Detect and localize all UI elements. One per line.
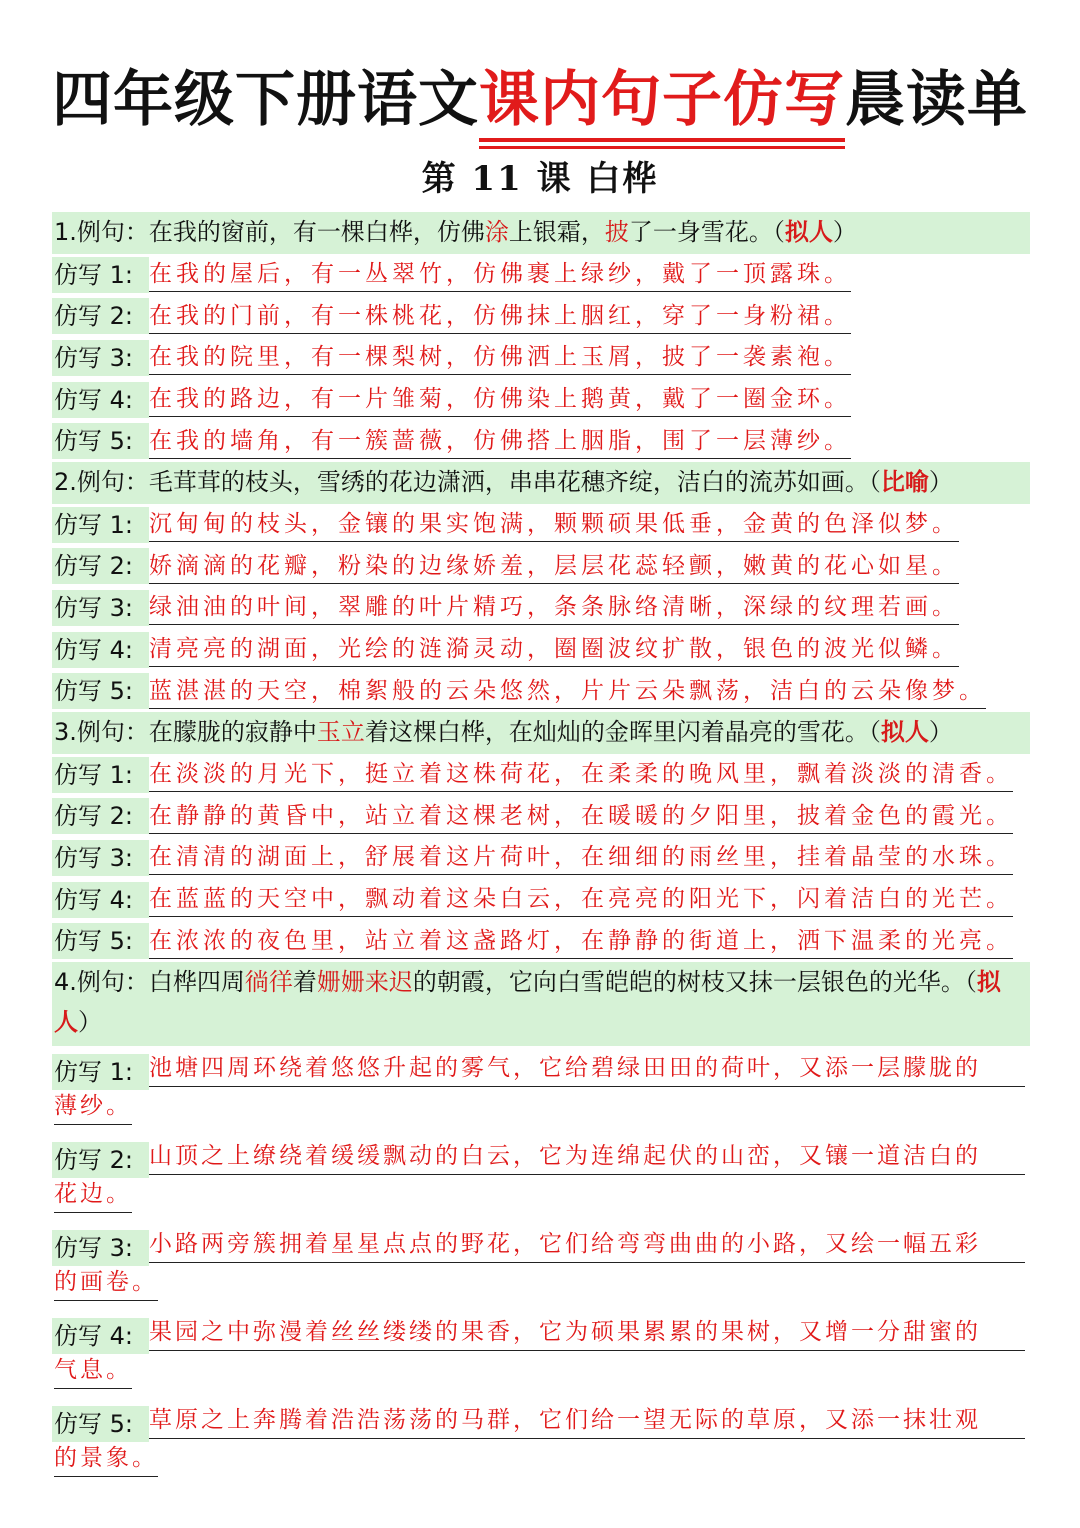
imitation-label: 仿写 3: <box>52 590 149 626</box>
imitation-text: 在淡淡的月光下，挺立着这株荷花，在柔柔的晚风里，飘着淡淡的清香。 <box>149 757 1013 792</box>
imitation-text: 在静静的黄昏中，站立着这棵老树，在暖暖的夕阳里，披着金色的霞光。 <box>149 799 1013 834</box>
highlighted-word: 姗姗来迟 <box>316 967 413 996</box>
imitation-row <box>52 546 1032 588</box>
rhetoric-tag: 拟人 <box>784 218 833 246</box>
imitation-text: 在我的墙角，有一簇蔷薇，仿佛搭上胭脂，围了一层薄纱。 <box>149 424 851 459</box>
imitation-row <box>52 504 1032 546</box>
imitation-row <box>52 254 1032 296</box>
imitation-label: 仿写 2: <box>52 798 149 834</box>
imitation-text: 在我的屋后，有一丛翠竹，仿佛裹上绿纱，戴了一顶露珠。 <box>149 257 851 292</box>
imitation-text: 沉甸甸的枝头，金镶的果实饱满，颗颗硕果低垂，金黄的色泽似梦。 <box>149 507 959 542</box>
imitation-row <box>52 1398 1032 1486</box>
imitation-text: 在我的门前，有一株桃花，仿佛抹上胭红，穿了一身粉裙。 <box>149 299 851 334</box>
imitation-label: 仿写 1: <box>52 1054 149 1090</box>
imitation-text-line-2: 花边。 <box>54 1176 132 1213</box>
highlighted-word: 披 <box>604 218 629 246</box>
example-text: 了一身雪花。（ <box>628 218 785 246</box>
imitation-label: 仿写 2: <box>52 548 149 584</box>
imitation-label: 仿写 5: <box>52 1406 149 1442</box>
imitation-text: 在我的路边，有一片雏菊，仿佛染上鹅黄，戴了一圈金环。 <box>149 382 851 417</box>
imitation-label: 仿写 4: <box>52 632 149 668</box>
highlighted-word: 玉立 <box>316 717 365 746</box>
lesson-title: 第 11 课 白桦 <box>421 159 659 199</box>
example-text: 3.例句：在朦胧的寂静中 <box>54 717 317 746</box>
rhetoric-tag: 比喻 <box>880 467 929 496</box>
imitation-row <box>52 670 1032 712</box>
imitation-text: 清亮亮的湖面，光绘的涟漪灵动，圈圈波纹扩散，银色的波光似鳞。 <box>149 632 959 667</box>
example-text: 上银霜， <box>508 218 605 246</box>
example-text: 着这棵白桦，在灿灿的金晖里闪着晶亮的雪花。（ <box>364 717 881 746</box>
imitation-row <box>52 629 1032 671</box>
example-text: 着 <box>292 967 317 996</box>
example-sentence <box>52 462 1030 504</box>
imitation-label: 仿写 1: <box>52 507 149 543</box>
sections-container <box>52 212 1032 1486</box>
imitation-row <box>52 420 1032 462</box>
imitation-row <box>52 920 1032 962</box>
example-text: 的朝霞，它向白雪皑皑的树枝又抹一层银色的光华。（ <box>412 967 977 996</box>
imitation-label: 仿写 3: <box>52 340 149 376</box>
example-sentence <box>52 962 1030 1046</box>
imitation-text-line-1: 池塘四周环绕着悠悠升起的雾气，它给碧绿田田的荷叶，又添一层朦胧的 <box>149 1050 1025 1087</box>
imitation-label: 仿写 3: <box>52 1230 149 1266</box>
imitation-text: 蓝湛湛的天空，棉絮般的云朵悠然，片片云朵飘荡，洁白的云朵像梦。 <box>149 674 986 709</box>
imitation-row <box>52 837 1032 879</box>
imitation-text-line-2: 的景象。 <box>54 1440 158 1477</box>
imitation-text: 在蓝蓝的天空中，飘动着这朵白云，在亮亮的阳光下，闪着洁白的光芒。 <box>149 882 1013 917</box>
imitation-row <box>52 754 1032 796</box>
example-text: 4.例句：白桦四周 <box>54 967 245 996</box>
imitation-label: 仿写 3: <box>52 840 149 876</box>
imitation-label: 仿写 5: <box>52 673 149 709</box>
imitation-text: 在我的院里，有一棵梨树，仿佛洒上玉屑，披了一袭素袍。 <box>149 340 851 375</box>
imitation-row <box>52 337 1032 379</box>
example-section <box>52 212 1032 462</box>
example-text: ） <box>928 717 953 746</box>
imitation-text-line-2: 气息。 <box>54 1352 132 1389</box>
imitation-text-line-1: 草原之上奔腾着浩浩荡荡的马群，它们给一望无际的草原，又添一抹壮观 <box>149 1402 1025 1439</box>
imitation-text-line-1: 山顶之上缭绕着缓缓飘动的白云，它为连绵起伏的山峦，又镶一道洁白的 <box>149 1138 1025 1175</box>
imitation-label: 仿写 5: <box>52 423 149 459</box>
example-section <box>52 962 1032 1486</box>
imitation-row <box>52 879 1032 921</box>
example-section <box>52 462 1032 712</box>
imitation-label: 仿写 5: <box>52 923 149 959</box>
highlighted-word: 涂 <box>484 218 509 246</box>
rhetoric-tag: 拟人 <box>54 967 1001 1036</box>
imitation-text: 娇滴滴的花瓣，粉染的边缘娇羞，层层花蕊轻颤，嫩黄的花心如星。 <box>149 549 959 584</box>
imitation-row <box>52 1222 1032 1310</box>
example-section <box>52 712 1032 962</box>
title-part-1: 四年级下册语文 <box>52 65 479 135</box>
imitation-label: 仿写 2: <box>52 298 149 334</box>
imitation-text: 在清清的湖面上，舒展着这片荷叶，在细细的雨丝里，挂着晶莹的水珠。 <box>149 840 1013 875</box>
highlighted-word: 徜徉 <box>244 967 293 996</box>
example-sentence <box>52 212 1030 254</box>
imitation-row <box>52 1134 1032 1222</box>
imitation-row <box>52 587 1032 629</box>
imitation-text-line-2: 薄纱。 <box>54 1088 132 1125</box>
example-text: ） <box>928 467 953 496</box>
example-text: 2.例句：毛茸茸的枝头，雪绣的花边潇洒，串串花穗齐绽，洁白的流苏如画。（ <box>54 467 881 496</box>
imitation-label: 仿写 4: <box>52 1318 149 1354</box>
imitation-label: 仿写 4: <box>52 382 149 418</box>
example-text: ） <box>832 218 857 246</box>
imitation-label: 仿写 4: <box>52 882 149 918</box>
imitation-text-line-2: 的画卷。 <box>54 1264 158 1301</box>
imitation-label: 仿写 1: <box>52 257 149 293</box>
example-text: ） <box>78 1007 102 1036</box>
example-text: 1.例句：在我的窗前，有一棵白桦，仿佛 <box>54 218 485 246</box>
imitation-label: 仿写 1: <box>52 757 149 793</box>
imitation-row <box>52 1046 1032 1134</box>
imitation-row <box>52 379 1032 421</box>
page-title <box>0 62 1080 142</box>
title-part-3: 晨读单 <box>845 65 1028 135</box>
imitation-row <box>52 1310 1032 1398</box>
imitation-row <box>52 296 1032 338</box>
imitation-text-line-1: 果园之中弥漫着丝丝缕缕的果香，它为硕果累累的果树，又增一分甜蜜的 <box>149 1314 1025 1351</box>
imitation-text-line-1: 小路两旁簇拥着星星点点的野花，它们给弯弯曲曲的小路，又绘一幅五彩 <box>149 1226 1025 1263</box>
imitation-label: 仿写 2: <box>52 1142 149 1178</box>
rhetoric-tag: 拟人 <box>880 717 929 746</box>
imitation-text: 在浓浓的夜色里，站立着这盏路灯，在静静的街道上，洒下温柔的光亮。 <box>149 924 1013 959</box>
example-sentence <box>52 712 1030 754</box>
imitation-text: 绿油油的叶间，翠雕的叶片精巧，条条脉络清晰，深绿的纹理若画。 <box>149 590 959 625</box>
imitation-row <box>52 796 1032 838</box>
title-highlight: 课内句子仿写 <box>479 62 845 138</box>
